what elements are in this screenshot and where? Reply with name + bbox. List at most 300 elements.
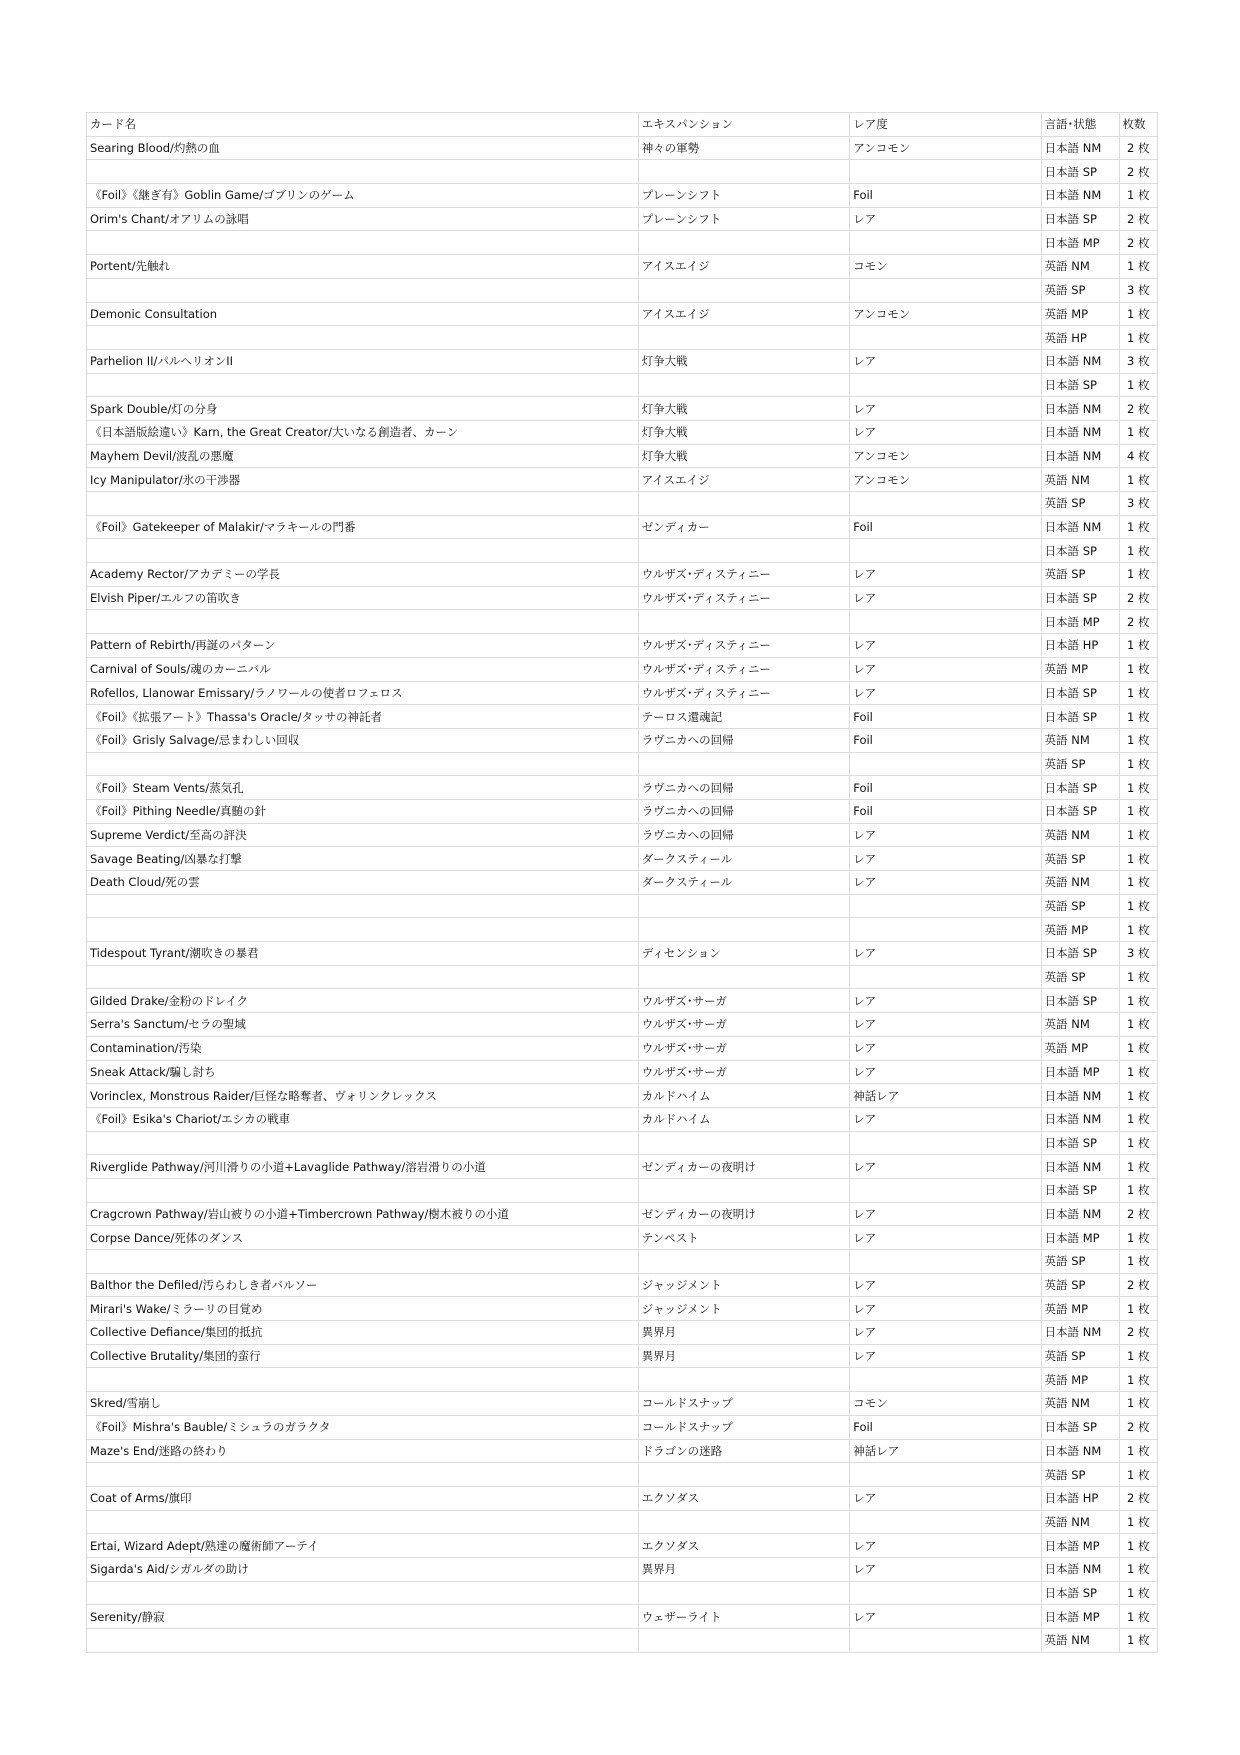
cell-quantity: 1 枚 <box>1119 1155 1158 1179</box>
cell-quantity: 1 枚 <box>1119 847 1158 871</box>
cell-quantity: 1 枚 <box>1119 1534 1158 1558</box>
cell-card-name: Spark Double/灯の分身 <box>87 397 639 421</box>
cell-quantity: 1 枚 <box>1119 799 1158 823</box>
cell-expansion: アイスエイジ <box>638 302 850 326</box>
cell-condition: 英語 NM <box>1041 728 1119 752</box>
table-row <box>87 1368 1158 1392</box>
cell-expansion: コールドスナップ <box>638 1415 850 1439</box>
cell-quantity: 1 枚 <box>1119 1060 1158 1084</box>
cell-rarity: レア <box>850 847 1041 871</box>
cell-rarity <box>850 1463 1041 1487</box>
cell-card-name <box>87 1629 639 1653</box>
cell-condition: 英語 NM <box>1041 468 1119 492</box>
cell-quantity: 1 枚 <box>1119 776 1158 800</box>
cell-condition: 日本語 NM <box>1041 397 1119 421</box>
cell-condition: 日本語 SP <box>1041 1581 1119 1605</box>
cell-condition: 英語 MP <box>1041 302 1119 326</box>
cell-condition: 日本語 SP <box>1041 705 1119 729</box>
card-list-table <box>86 112 1158 1653</box>
table-row <box>87 871 1158 895</box>
cell-expansion: ウェザーライト <box>638 1605 850 1629</box>
cell-condition: 日本語 MP <box>1041 1605 1119 1629</box>
table-row <box>87 965 1158 989</box>
cell-expansion <box>638 326 850 350</box>
table-row <box>87 492 1158 516</box>
cell-expansion <box>638 539 850 563</box>
cell-expansion: 灯争大戦 <box>638 397 850 421</box>
cell-condition: 日本語 HP <box>1041 1486 1119 1510</box>
cell-card-name: 《Foil》《継ぎ有》Goblin Game/ゴブリンのゲーム <box>87 184 639 208</box>
cell-expansion: 異界月 <box>638 1344 850 1368</box>
cell-expansion <box>638 1178 850 1202</box>
cell-card-name <box>87 918 639 942</box>
cell-card-name: Riverglide Pathway/河川滑りの小道+Lavaglide Pathway/溶岩滑りの小道 <box>87 1155 639 1179</box>
cell-quantity: 1 枚 <box>1119 1605 1158 1629</box>
cell-expansion: ゼンディカー <box>638 515 850 539</box>
cell-quantity: 3 枚 <box>1119 492 1158 516</box>
cell-quantity: 1 枚 <box>1119 302 1158 326</box>
table-row <box>87 989 1158 1013</box>
cell-condition: 日本語 MP <box>1041 1226 1119 1250</box>
cell-condition: 英語 NM <box>1041 1510 1119 1534</box>
cell-rarity: アンコモン <box>850 136 1041 160</box>
cell-rarity: コモン <box>850 255 1041 279</box>
table-row <box>87 563 1158 587</box>
cell-quantity: 1 枚 <box>1119 563 1158 587</box>
cell-expansion <box>638 965 850 989</box>
cell-card-name: Serenity/静寂 <box>87 1605 639 1629</box>
cell-expansion <box>638 918 850 942</box>
cell-expansion: カルドハイム <box>638 1084 850 1108</box>
cell-quantity: 1 枚 <box>1119 1084 1158 1108</box>
table-row <box>87 1013 1158 1037</box>
cell-expansion: ジャッジメント <box>638 1297 850 1321</box>
cell-expansion: ディセンション <box>638 942 850 966</box>
cell-card-name <box>87 1178 639 1202</box>
cell-card-name: Searing Blood/灼熱の血 <box>87 136 639 160</box>
header-quantity: 枚数 <box>1119 113 1158 137</box>
cell-condition: 日本語 MP <box>1041 1060 1119 1084</box>
cell-quantity: 2 枚 <box>1119 160 1158 184</box>
cell-rarity <box>850 1368 1041 1392</box>
table-row <box>87 1060 1158 1084</box>
cell-rarity: レア <box>850 1107 1041 1131</box>
table-row <box>87 1486 1158 1510</box>
cell-expansion: ウルザズ･サーガ <box>638 1013 850 1037</box>
cell-card-name: Demonic Consultation <box>87 302 639 326</box>
cell-condition: 日本語 NM <box>1041 420 1119 444</box>
cell-condition: 英語 SP <box>1041 894 1119 918</box>
cell-rarity: レア <box>850 1605 1041 1629</box>
cell-quantity: 1 枚 <box>1119 184 1158 208</box>
table-row <box>87 681 1158 705</box>
cell-condition: 日本語 SP <box>1041 989 1119 1013</box>
cell-quantity: 1 枚 <box>1119 728 1158 752</box>
table-row <box>87 468 1158 492</box>
cell-rarity: レア <box>850 1202 1041 1226</box>
cell-rarity <box>850 539 1041 563</box>
cell-expansion <box>638 1368 850 1392</box>
header-row <box>87 113 1158 137</box>
cell-rarity: レア <box>850 563 1041 587</box>
cell-expansion <box>638 894 850 918</box>
cell-card-name <box>87 278 639 302</box>
cell-condition: 日本語 SP <box>1041 799 1119 823</box>
cell-quantity: 2 枚 <box>1119 1486 1158 1510</box>
table-row <box>87 1534 1158 1558</box>
cell-condition: 日本語 NM <box>1041 1084 1119 1108</box>
cell-condition: 英語 HP <box>1041 326 1119 350</box>
cell-rarity: レア <box>850 989 1041 1013</box>
cell-card-name <box>87 894 639 918</box>
cell-quantity: 1 枚 <box>1119 1629 1158 1653</box>
cell-condition: 日本語 SP <box>1041 681 1119 705</box>
cell-rarity <box>850 1629 1041 1653</box>
cell-condition: 日本語 NM <box>1041 444 1119 468</box>
cell-quantity: 2 枚 <box>1119 136 1158 160</box>
cell-rarity <box>850 278 1041 302</box>
cell-card-name: Sigarda's Aid/シガルダの助け <box>87 1557 639 1581</box>
cell-card-name: Mayhem Devil/波乱の悪魔 <box>87 444 639 468</box>
cell-quantity: 1 枚 <box>1119 326 1158 350</box>
cell-rarity <box>850 160 1041 184</box>
cell-card-name: Contamination/汚染 <box>87 1036 639 1060</box>
cell-expansion: プレーンシフト <box>638 184 850 208</box>
cell-rarity <box>850 752 1041 776</box>
cell-quantity: 2 枚 <box>1119 397 1158 421</box>
cell-expansion <box>638 1510 850 1534</box>
cell-expansion <box>638 278 850 302</box>
cell-rarity: Foil <box>850 1415 1041 1439</box>
cell-card-name: Academy Rector/アカデミーの学長 <box>87 563 639 587</box>
table-row <box>87 1439 1158 1463</box>
header-rarity: レア度 <box>850 113 1041 137</box>
cell-expansion: ジャッジメント <box>638 1273 850 1297</box>
table-row <box>87 776 1158 800</box>
cell-rarity: レア <box>850 1060 1041 1084</box>
cell-expansion: ウルザズ･ディスティニー <box>638 563 850 587</box>
cell-expansion: ダークスティール <box>638 871 850 895</box>
table-row <box>87 160 1158 184</box>
cell-card-name <box>87 1510 639 1534</box>
cell-condition: 英語 SP <box>1041 1250 1119 1274</box>
cell-condition: 日本語 NM <box>1041 184 1119 208</box>
cell-card-name: Corpse Dance/死体のダンス <box>87 1226 639 1250</box>
cell-condition: 英語 NM <box>1041 255 1119 279</box>
cell-expansion: 灯争大戦 <box>638 420 850 444</box>
cell-card-name <box>87 1463 639 1487</box>
cell-card-name: Carnival of Souls/魂のカーニバル <box>87 657 639 681</box>
table-row <box>87 1202 1158 1226</box>
cell-expansion <box>638 1581 850 1605</box>
cell-card-name: Mirari's Wake/ミラーリの目覚め <box>87 1297 639 1321</box>
table-row <box>87 1415 1158 1439</box>
cell-expansion: テーロス還魂記 <box>638 705 850 729</box>
cell-rarity: レア <box>850 1273 1041 1297</box>
cell-condition: 日本語 NM <box>1041 515 1119 539</box>
table-row <box>87 136 1158 160</box>
cell-rarity: 神話レア <box>850 1439 1041 1463</box>
table-row <box>87 894 1158 918</box>
table-row <box>87 444 1158 468</box>
cell-quantity: 1 枚 <box>1119 871 1158 895</box>
cell-rarity: Foil <box>850 184 1041 208</box>
table-row <box>87 1036 1158 1060</box>
cell-condition: 英語 NM <box>1041 1392 1119 1416</box>
cell-rarity <box>850 373 1041 397</box>
table-row <box>87 586 1158 610</box>
cell-rarity: レア <box>850 349 1041 373</box>
cell-expansion: 異界月 <box>638 1557 850 1581</box>
cell-rarity <box>850 610 1041 634</box>
cell-card-name <box>87 160 639 184</box>
cell-condition: 英語 SP <box>1041 752 1119 776</box>
cell-rarity <box>850 1178 1041 1202</box>
cell-card-name: Ertai, Wizard Adept/熟達の魔術師アーテイ <box>87 1534 639 1558</box>
header-condition: 言語･状態 <box>1041 113 1119 137</box>
cell-condition: 英語 SP <box>1041 1344 1119 1368</box>
cell-rarity: Foil <box>850 705 1041 729</box>
cell-card-name: Supreme Verdict/至高の評決 <box>87 823 639 847</box>
cell-quantity: 2 枚 <box>1119 1202 1158 1226</box>
cell-card-name <box>87 1368 639 1392</box>
cell-rarity <box>850 965 1041 989</box>
cell-condition: 日本語 NM <box>1041 1439 1119 1463</box>
cell-condition: 英語 MP <box>1041 1297 1119 1321</box>
cell-quantity: 1 枚 <box>1119 657 1158 681</box>
table-row <box>87 918 1158 942</box>
cell-expansion: ウルザズ･サーガ <box>638 1060 850 1084</box>
cell-expansion: ウルザズ･ディスティニー <box>638 586 850 610</box>
cell-quantity: 1 枚 <box>1119 1297 1158 1321</box>
cell-card-name: Sneak Attack/騙し討ち <box>87 1060 639 1084</box>
cell-card-name: 《Foil》《拡張アート》Thassa's Oracle/タッサの神託者 <box>87 705 639 729</box>
cell-expansion: コールドスナップ <box>638 1392 850 1416</box>
cell-condition: 英語 SP <box>1041 492 1119 516</box>
cell-card-name: Orim's Chant/オアリムの詠唱 <box>87 207 639 231</box>
cell-card-name: Icy Manipulator/氷の干渉器 <box>87 468 639 492</box>
cell-expansion <box>638 492 850 516</box>
cell-expansion: アイスエイジ <box>638 468 850 492</box>
cell-quantity: 1 枚 <box>1119 1226 1158 1250</box>
table-row <box>87 1250 1158 1274</box>
cell-expansion <box>638 610 850 634</box>
cell-condition: 日本語 NM <box>1041 1107 1119 1131</box>
table-row <box>87 184 1158 208</box>
cell-rarity <box>850 1510 1041 1534</box>
table-row <box>87 1510 1158 1534</box>
table-row <box>87 1463 1158 1487</box>
cell-condition: 日本語 MP <box>1041 231 1119 255</box>
cell-card-name <box>87 1131 639 1155</box>
table-row <box>87 1605 1158 1629</box>
cell-expansion <box>638 1131 850 1155</box>
cell-condition: 英語 MP <box>1041 657 1119 681</box>
table-row <box>87 1557 1158 1581</box>
table-row <box>87 420 1158 444</box>
cell-quantity: 2 枚 <box>1119 207 1158 231</box>
cell-expansion: 灯争大戦 <box>638 444 850 468</box>
cell-condition: 日本語 SP <box>1041 942 1119 966</box>
cell-card-name: Death Cloud/死の雲 <box>87 871 639 895</box>
cell-expansion: プレーンシフト <box>638 207 850 231</box>
table-row <box>87 1107 1158 1131</box>
cell-quantity: 2 枚 <box>1119 1321 1158 1345</box>
cell-card-name: 《Foil》Steam Vents/蒸気孔 <box>87 776 639 800</box>
cell-quantity: 2 枚 <box>1119 586 1158 610</box>
table-row <box>87 657 1158 681</box>
table-row <box>87 207 1158 231</box>
table-row <box>87 539 1158 563</box>
cell-quantity: 1 枚 <box>1119 1392 1158 1416</box>
table-row <box>87 1297 1158 1321</box>
cell-condition: 英語 SP <box>1041 278 1119 302</box>
cell-card-name <box>87 231 639 255</box>
table-row <box>87 255 1158 279</box>
table-row <box>87 1321 1158 1345</box>
cell-expansion: テンペスト <box>638 1226 850 1250</box>
cell-quantity: 1 枚 <box>1119 1036 1158 1060</box>
cell-rarity: レア <box>850 634 1041 658</box>
cell-rarity: レア <box>850 207 1041 231</box>
cell-condition: 日本語 NM <box>1041 1155 1119 1179</box>
table-row <box>87 1344 1158 1368</box>
table-row <box>87 349 1158 373</box>
cell-expansion: ラヴニカへの回帰 <box>638 799 850 823</box>
cell-expansion: ウルザズ･ディスティニー <box>638 657 850 681</box>
table-row <box>87 397 1158 421</box>
cell-rarity <box>850 894 1041 918</box>
cell-expansion <box>638 231 850 255</box>
cell-quantity: 1 枚 <box>1119 420 1158 444</box>
cell-quantity: 1 枚 <box>1119 1463 1158 1487</box>
cell-condition: 英語 SP <box>1041 847 1119 871</box>
cell-condition: 日本語 SP <box>1041 776 1119 800</box>
cell-quantity: 4 枚 <box>1119 444 1158 468</box>
cell-rarity: レア <box>850 681 1041 705</box>
cell-rarity: レア <box>850 1226 1041 1250</box>
cell-rarity <box>850 918 1041 942</box>
cell-quantity: 1 枚 <box>1119 1013 1158 1037</box>
cell-condition: 英語 SP <box>1041 1273 1119 1297</box>
cell-quantity: 2 枚 <box>1119 231 1158 255</box>
cell-rarity: Foil <box>850 728 1041 752</box>
cell-expansion: ラヴニカへの回帰 <box>638 728 850 752</box>
cell-rarity: レア <box>850 586 1041 610</box>
cell-rarity: アンコモン <box>850 444 1041 468</box>
cell-condition: 日本語 SP <box>1041 160 1119 184</box>
cell-rarity: レア <box>850 1486 1041 1510</box>
cell-expansion <box>638 1250 850 1274</box>
cell-card-name: Collective Defiance/集団的抵抗 <box>87 1321 639 1345</box>
cell-quantity: 1 枚 <box>1119 634 1158 658</box>
cell-card-name <box>87 965 639 989</box>
table-row <box>87 326 1158 350</box>
table-row <box>87 1629 1158 1653</box>
cell-condition: 英語 NM <box>1041 1629 1119 1653</box>
cell-condition: 日本語 MP <box>1041 610 1119 634</box>
cell-expansion: ウルザズ･ディスティニー <box>638 634 850 658</box>
cell-rarity: レア <box>850 397 1041 421</box>
cell-condition: 日本語 SP <box>1041 373 1119 397</box>
cell-rarity: レア <box>850 1344 1041 1368</box>
cell-condition: 英語 SP <box>1041 965 1119 989</box>
cell-quantity: 1 枚 <box>1119 1344 1158 1368</box>
cell-expansion: カルドハイム <box>638 1107 850 1131</box>
cell-condition: 日本語 SP <box>1041 1415 1119 1439</box>
cell-quantity: 1 枚 <box>1119 1178 1158 1202</box>
cell-rarity: レア <box>850 1557 1041 1581</box>
table-row <box>87 634 1158 658</box>
cell-expansion <box>638 1463 850 1487</box>
cell-quantity: 1 枚 <box>1119 468 1158 492</box>
cell-rarity: Foil <box>850 799 1041 823</box>
cell-expansion <box>638 160 850 184</box>
cell-quantity: 1 枚 <box>1119 1131 1158 1155</box>
cell-expansion: ゼンディカーの夜明け <box>638 1202 850 1226</box>
cell-quantity: 1 枚 <box>1119 681 1158 705</box>
cell-card-name <box>87 492 639 516</box>
cell-quantity: 1 枚 <box>1119 1557 1158 1581</box>
cell-rarity <box>850 1250 1041 1274</box>
cell-card-name: Pattern of Rebirth/再誕のパターン <box>87 634 639 658</box>
cell-condition: 日本語 SP <box>1041 1178 1119 1202</box>
cell-rarity: Foil <box>850 515 1041 539</box>
cell-quantity: 1 枚 <box>1119 989 1158 1013</box>
card-list-sheet <box>86 112 1158 1653</box>
cell-quantity: 3 枚 <box>1119 942 1158 966</box>
cell-rarity: レア <box>850 1297 1041 1321</box>
table-row <box>87 1178 1158 1202</box>
card-rows <box>87 136 1158 1652</box>
table-row <box>87 1392 1158 1416</box>
header-card-name: カード名 <box>87 113 639 137</box>
cell-expansion: ゼンディカーの夜明け <box>638 1155 850 1179</box>
cell-card-name: Skred/雪崩し <box>87 1392 639 1416</box>
cell-rarity: コモン <box>850 1392 1041 1416</box>
cell-quantity: 1 枚 <box>1119 1510 1158 1534</box>
cell-card-name: Parhelion II/パルヘリオンII <box>87 349 639 373</box>
table-row <box>87 278 1158 302</box>
cell-rarity: レア <box>850 1013 1041 1037</box>
cell-card-name: Savage Beating/凶暴な打撃 <box>87 847 639 871</box>
cell-expansion: 異界月 <box>638 1321 850 1345</box>
cell-card-name: Collective Brutality/集団的蛮行 <box>87 1344 639 1368</box>
cell-expansion: ラヴニカへの回帰 <box>638 776 850 800</box>
cell-quantity: 2 枚 <box>1119 1273 1158 1297</box>
table-row <box>87 847 1158 871</box>
cell-expansion: エクソダス <box>638 1534 850 1558</box>
cell-card-name <box>87 1581 639 1605</box>
cell-condition: 英語 NM <box>1041 1013 1119 1037</box>
cell-condition: 日本語 HP <box>1041 634 1119 658</box>
cell-card-name <box>87 752 639 776</box>
table-row <box>87 728 1158 752</box>
table-row <box>87 231 1158 255</box>
cell-condition: 英語 NM <box>1041 823 1119 847</box>
cell-card-name: 《Foil》Esika's Chariot/エシカの戦車 <box>87 1107 639 1131</box>
table-row <box>87 610 1158 634</box>
cell-rarity <box>850 326 1041 350</box>
cell-rarity: レア <box>850 942 1041 966</box>
cell-card-name: Tidespout Tyrant/潮吹きの暴君 <box>87 942 639 966</box>
cell-quantity: 3 枚 <box>1119 349 1158 373</box>
cell-expansion <box>638 752 850 776</box>
cell-rarity: レア <box>850 1534 1041 1558</box>
cell-rarity: アンコモン <box>850 468 1041 492</box>
cell-card-name: Coat of Arms/旗印 <box>87 1486 639 1510</box>
table-row <box>87 1581 1158 1605</box>
